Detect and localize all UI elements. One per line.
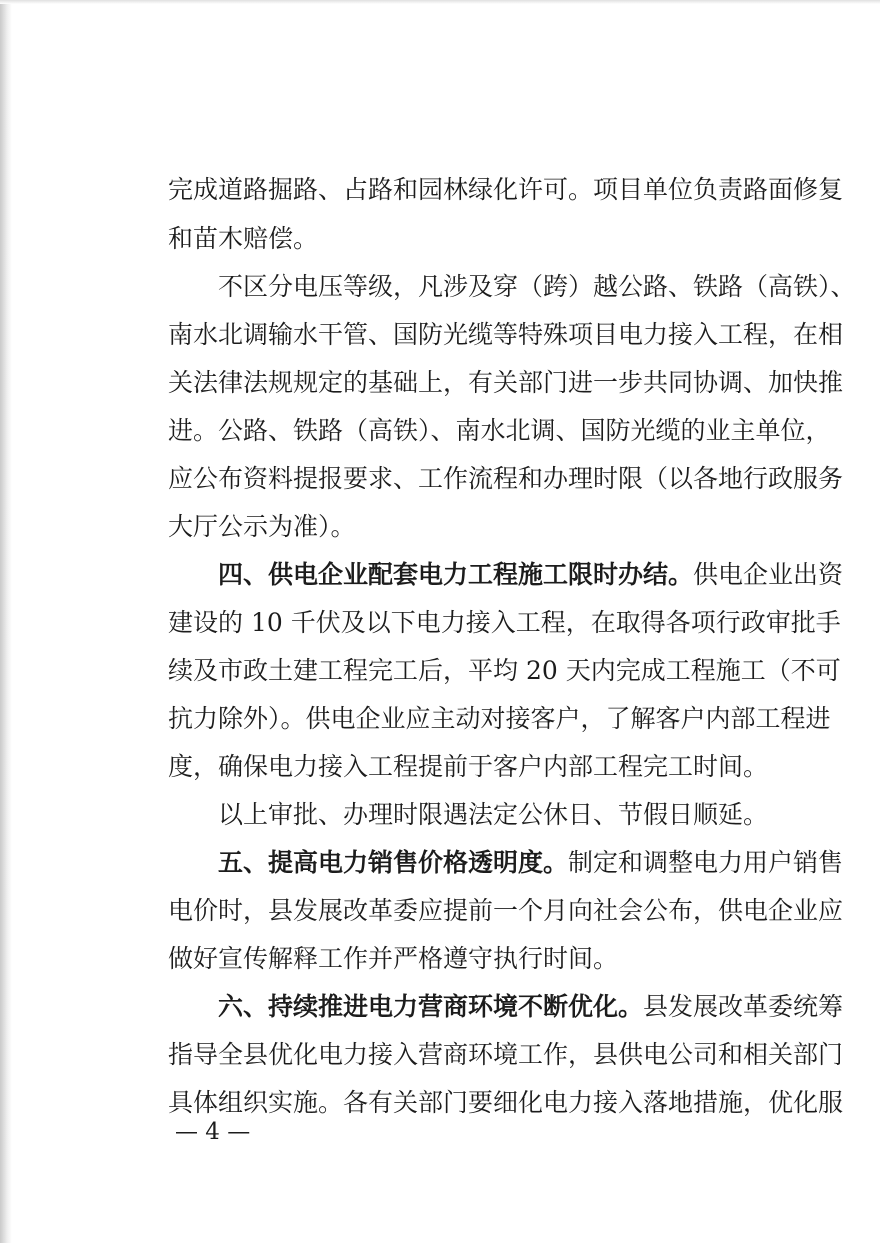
section-six-first-line: [218, 989, 844, 1025]
section-heading-four: 四、供电企业配套电力工程施工限时办结。: [218, 560, 694, 589]
body-line: 完成道路掘路、占路和园林绿化许可。项目单位负责路面修复: [168, 175, 844, 204]
body-line: 进。公路、铁路（高铁）、南水北调、国防光缆的业主单位，: [168, 416, 831, 445]
body-line: 电价时，县发展改革委应提前一个月向社会公布，供电企业应: [168, 896, 844, 925]
body-line: 南水北调输水干管、国防光缆等特殊项目电力接入工程，在相: [168, 320, 844, 349]
body-text: 制定和调整电力用户销售: [568, 848, 844, 877]
body-line: 关法律法规规定的基础上，有关部门进一步共同协调、加快推: [168, 368, 844, 397]
body-line: 和苗木赔偿。: [168, 224, 319, 253]
body-line: 建设的 10 千伏及以下电力接入工程，在取得各项行政审批手: [168, 608, 841, 637]
body-line: 应公布资料提报要求、工作流程和办理时限（以各地行政服务: [168, 464, 844, 493]
body-line: 指导全县优化电力接入营商环境工作，县供电公司和相关部门: [168, 1040, 844, 1069]
body-line: 大厅公示为准）。: [168, 512, 356, 541]
body-line: 抗力除外）。供电企业应主动对接客户，了解客户内部工程进: [168, 704, 831, 733]
body-line: 做好宣传解释工作并严格遵守执行时间。: [168, 944, 619, 973]
body-line: 续及市政土建工程完工后，平均 20 天内完成工程施工（不可: [168, 656, 841, 685]
section-five-first-line: [218, 845, 844, 881]
body-text: 供电企业出资: [693, 560, 844, 589]
body-line: 具体组织实施。各有关部门要细化电力接入落地措施，优化服: [168, 1088, 844, 1117]
section-four-first-line: [218, 557, 844, 593]
page-number: — 4 —: [175, 1119, 251, 1145]
body-line: 以上审批、办理时限遇法定公休日、节假日顺延。: [218, 800, 769, 829]
body-line: 度，确保电力接入工程提前于客户内部工程完工时间。: [168, 752, 769, 781]
section-heading-five: 五、提高电力销售价格透明度。: [218, 848, 569, 877]
body-text: 县发展改革委统筹: [643, 992, 844, 1021]
body-line: 不区分电压等级，凡涉及穿（跨）越公路、铁路（高铁）、: [218, 272, 856, 301]
section-heading-six: 六、持续推进电力营商环境不断优化。: [218, 992, 644, 1021]
